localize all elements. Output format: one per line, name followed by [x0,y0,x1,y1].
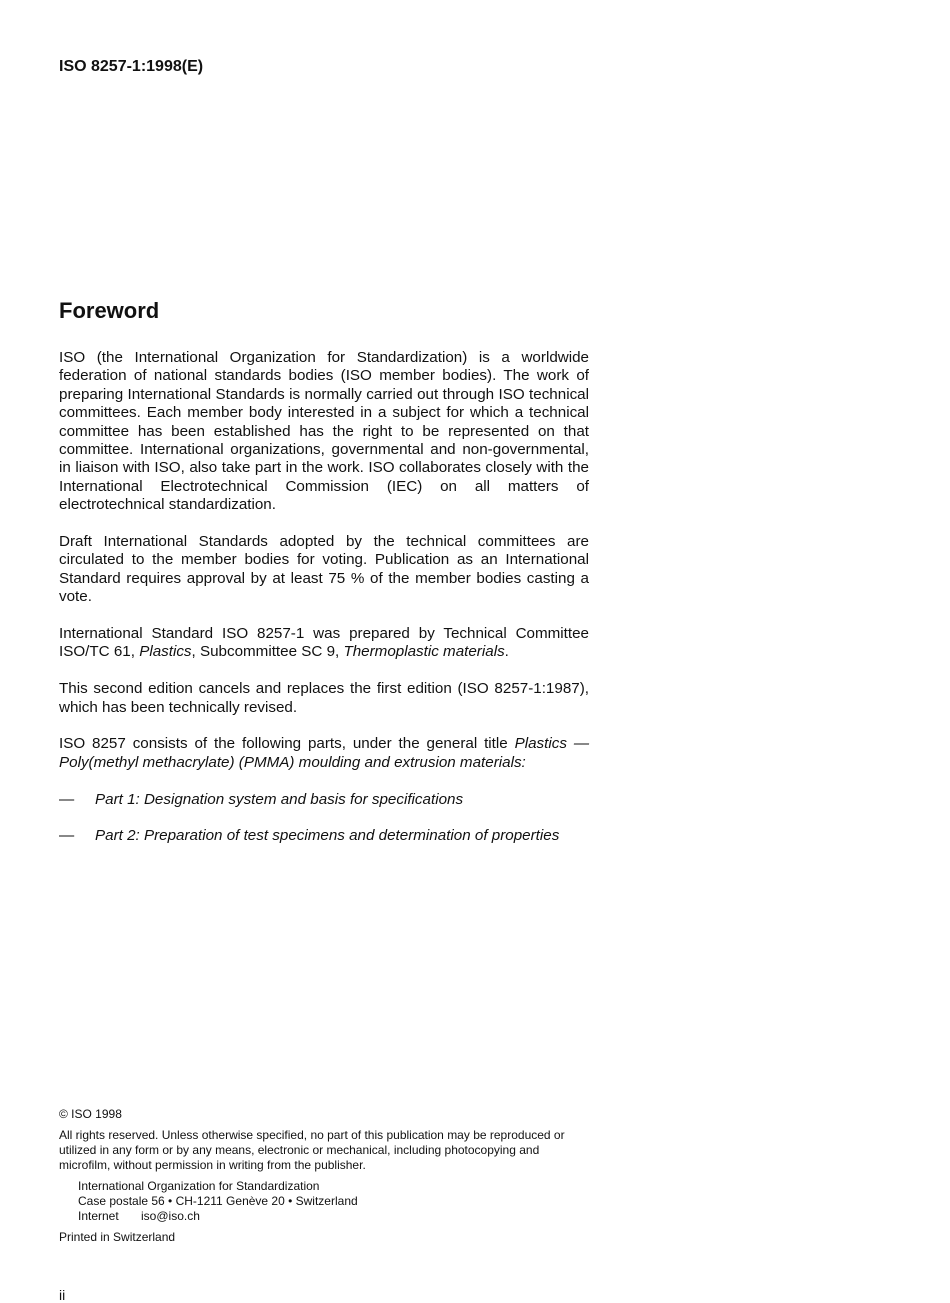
printed-in-text: Printed in Switzerland [59,1230,176,1244]
parts-intro-text: ISO 8257 consists of the following parts, under the general title [59,735,515,753]
list-dash: — [59,790,75,808]
prepared-by-text-a: International Standard ISO 8257-1 was prepared by Technical Committee ISO/TC 61, [59,625,589,661]
copyright-footer [59,1107,589,1245]
internet-email: iso@iso.ch [141,1209,200,1223]
paragraph-edition: This second edition cancels and replaces the first edition (ISO 8257-1:1987), which has been technically revised. [59,680,589,716]
paragraph-parts-intro [59,735,589,772]
list-dash: — [59,827,75,845]
prepared-by-text-c: , Subcommittee SC 9, [191,643,344,661]
list-item [59,827,589,845]
foreword-body [59,349,589,864]
list-item-text: Part 1: Designation system and basis for specifications [95,790,464,808]
internet-label: Internet [78,1209,119,1223]
organization-name: International Organization for Standardization [78,1179,320,1193]
list-item-text: Part 2: Preparation of test specimens and determination of properties [95,827,560,845]
parts-general-title: Plastics — Poly(methyl methacrylate) (PMMA) moulding and extrusion materials: [59,735,590,771]
postal-address: Case postale 56 • CH-1211 Genève 20 • Switzerland [78,1194,358,1208]
publisher-address [59,1179,589,1224]
paragraph-prepared-by [59,625,589,662]
prepared-by-text-e: . [504,643,509,661]
foreword-title: Foreword [59,298,160,323]
prepared-by-thermoplastic: Thermoplastic materials [343,643,505,661]
prepared-by-plastics: Plastics [139,643,192,661]
rights-reserved-text: All rights reserved. Unless otherwise specified, no part of this publication may be reproduced or utilized in any form or by any means, electronic or mechanical, including photocopying and microfilm, without permission in writing from the publisher. [59,1128,565,1172]
paragraph-draft-standards: Draft International Standards adopted by the technical committees are circulated to the member bodies for voting. Publication as an International Standard requires approval by at least 75 % of the member bodies casting a vote. [59,533,589,606]
internet-line [78,1209,589,1224]
document-id-header: ISO 8257-1:1998(E) [59,58,204,75]
copyright-line: © ISO 1998 [59,1107,122,1121]
list-item [59,791,589,809]
paragraph-iso-intro: ISO (the International Organization for Standardization) is a worldwide federation of national standards bodies (ISO member bodies). The work of preparing International Standards is normally carried out through ISO technical committees. Each member body interested in a subject for which a technical committee has been established has the right to be represented on that committee. International organizations, governmental and non-governmental, in liaison with ISO, also take part in the work. ISO collaborates closely with the International Electrotechnical Commission (IEC) on all matters of electrotechnical standardization. [59,349,589,514]
page-number: ii [59,1287,66,1303]
